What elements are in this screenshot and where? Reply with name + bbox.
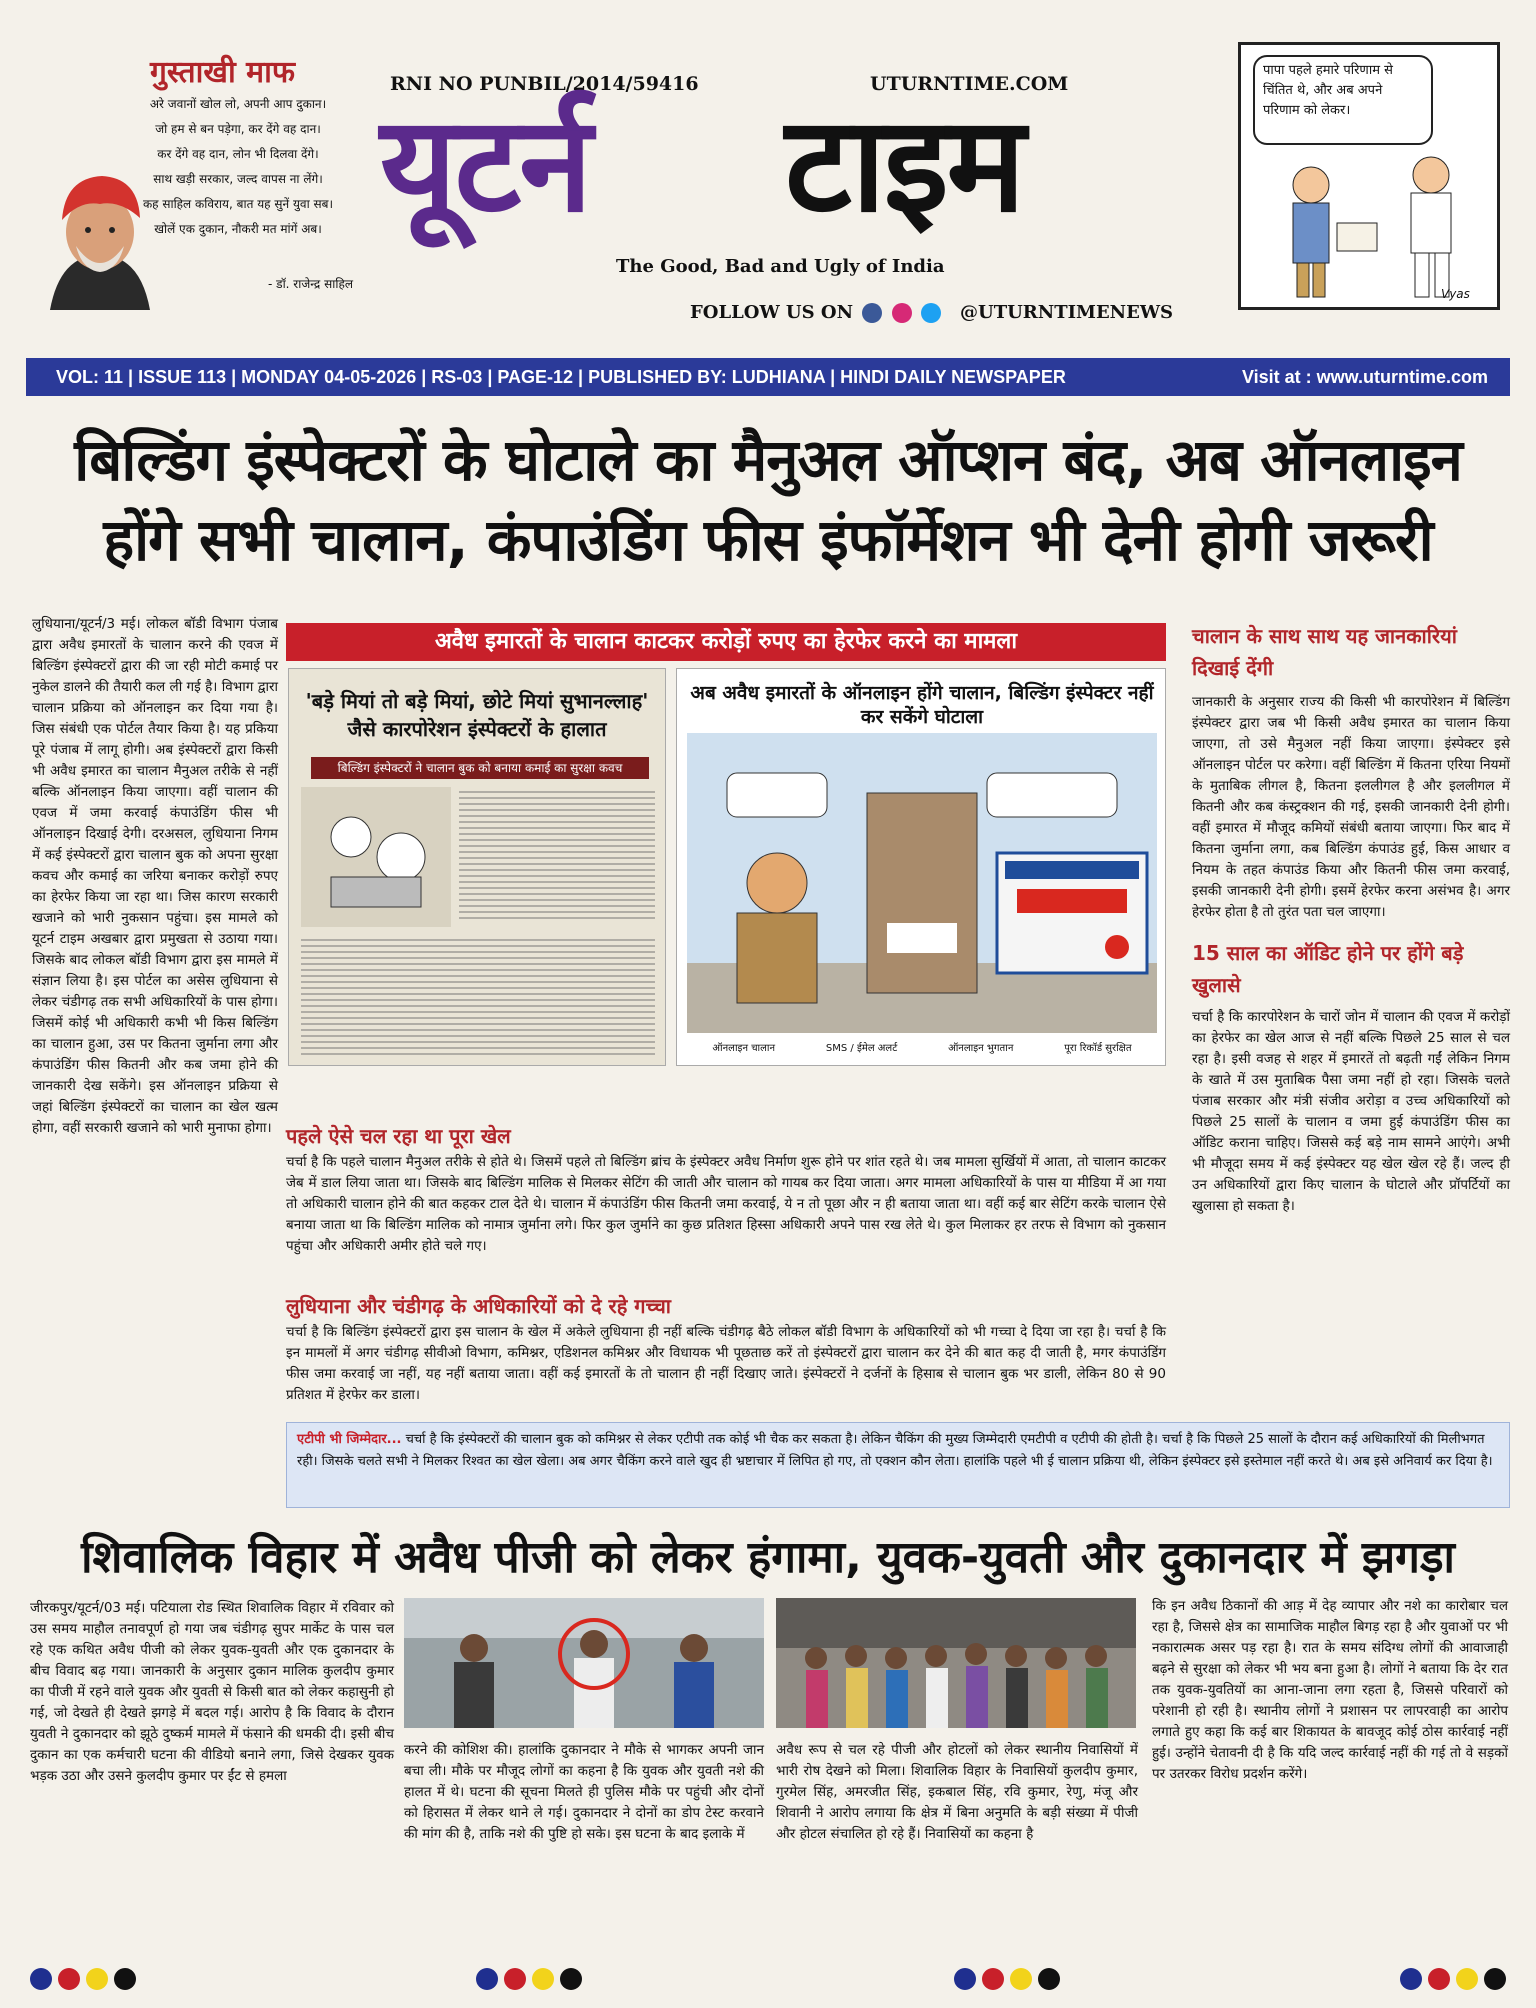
section-heading: चालान के साथ साथ यह जानकारियां दिखाई देंगी: [1192, 624, 1457, 680]
section-game: [286, 1120, 1166, 1257]
lead-banner: अवैध इमारतों के चालान काटकर करोड़ों रुपए का हेरफेर करने का मामला: [286, 623, 1166, 661]
cartoon-signature: Vyas: [1441, 287, 1470, 301]
poem-line: जो हम से बन पड़ेगा, कर देंगे वह दान।: [155, 122, 321, 136]
poem-line: अरे जवानों खोल लो, अपनी आप दुकान।: [149, 97, 327, 111]
section-body: जानकारी के अनुसार राज्य की किसी भी कारपोरेशन में बिल्डिंग इंस्पेक्टर द्वारा जब भी किसी अवैध इमारत का चालान किया जाएगा, तो उसे मैनुअल नहीं किया जाएगा। इंस्पेक्टर इसे ऑनलाइन पोर्टल पर करेगा। वहीं बिल्डिंग में कितना एरिया नियमों के मुताबिक लीगल है, कितना इललीगल है और इललीगल में कितनी और कब कंस्ट्रक्शन की गई, इसकी जानकारी देनी होगी। वहीं इमारत में मौजूद कमियों संबंधी बताया जाएगा। फिर बाद में कितना जुर्माना लगा, कब बिल्डिंग कंपाउंड हुई, किस आधार व नियम के तहत कंपाउंड किया और कितनी फीस जमा करवाई, इसकी जानकारी देनी होगी। इसमें हेरफेर करना असंभव है। अगर हेरफेर होता है तो तुरंत पता चल जाएगा।: [1192, 694, 1510, 920]
clipping-subtitle: बिल्डिंग इंस्पेक्टरों ने चालान बुक को बनाया कमाई का सुरक्षा कवच: [311, 757, 649, 779]
clipping-panel: [288, 668, 666, 1066]
registration-dots: [954, 1968, 1066, 1994]
section-body: चर्चा है कि बिल्डिंग इंस्पेक्टरों द्वारा इस चालान के खेल में अकेले लुधियाना ही नहीं बल्कि चंडीगढ़ बैठे लोकल बॉडी विभाग के अधिकारियों को भी गच्चा दे दिया जा रहा है। चर्चा है कि इन मामलों में अगर चंडीगढ़ सीवीओ विभाग, कमिश्नर, एडिशनल कमिश्नर और विधायक भी पूछताछ करें तो इंस्पेक्टरों द्वारा चालान कर देने की बात कह दी जाती है, मगर कंपाउंडिंग फीस जमा करवाई जा नहीं, यह नहीं बताया जाता। वहीं कई इमारतों के तो चालान ही नहीं दिखाए जाते। इंस्पेक्टरों ने दर्जनों के हिसाब से चालान बुक भर डाली, लेकिन 80 से 90 प्रतिशत में हेरफेर कर डाला।: [286, 1324, 1166, 1403]
section-officials: [286, 1290, 1166, 1406]
twitter-icon[interactable]: [921, 303, 941, 323]
poem-line: साथ खड़ी सरकार, जल्द वापस ना लेंगे।: [153, 172, 323, 186]
infographic-legend: [687, 1037, 1157, 1061]
registration-marks: [0, 1968, 1536, 1998]
lead-left-column: लुधियाना/यूटर्न/3 मई। लोकल बॉडी विभाग पंजाब द्वारा अवैध इमारतों के चालान करने की एवज में बिल्डिंग इंस्पेक्टरों द्वारा की जा रही मोटी कमाई पर नुकेल डालने की तैयारी कल ली गई है। विभाग द्वारा चालान प्रक्रिया को ऑनलाइन कर दिया गया है। जिस संबंधी एक पोर्टल तैयार किया है। यह प्रकिया पूरे पंजाब में लागू होगी। अब इंस्पेक्टरों द्वारा किसी भी अवैध इमारत का चालान मैनुअल तरीके से नहीं बल्कि ऑनलाइन किया जाएगा। वहीं चालान की एवज में जमा करवाई कंपाउंडिंग फीस भी ऑनलाइन दिखाई देगी। दरअसल, लुधियाना निगम में कई इंस्पेक्टरों द्वारा चालान बुक को अपना सुरक्षा कवच और कमाई का जरिया बनाकर करोड़ों रुपए का हेरफेर किया जा रहा था। जिस कारण सरकारी खजाने को भारी नुकसान पहुंचा। इस मामले को यूटर्न टाइम अखबार द्वारा प्रमुखता से उठाया गया। जिसके बाद लोकल बॉडी विभाग द्वारा इस मामले में संज्ञान लिया है। इस पोर्टल का असेस लुधियाना से लेकर चंडीगढ़ तक सभी अधिकारियों के पास होगा। जिसमें कोई भी अधिकारी कभी भी किस बिल्डिंग का चालान हुआ, उस पर कितना जुर्माना लगा और कंपाउंडिंग फीस कितनी और कब जमा होने की जानकारी देख सकेंगे। इस ऑनलाइन प्रक्रिया से जहां बिल्डिंग इंस्पेक्टरों का चालान का खेल खत्म होगा, वहीं सरकारी खजाने को भारी मुनाफा होगा।: [32, 616, 278, 1136]
legend-item: ऑनलाइन भुगतान: [948, 1043, 1014, 1054]
logo-word-2: टाइम: [785, 88, 1024, 242]
registration-dots: [30, 1968, 142, 1994]
infographic-illustration: [687, 733, 1157, 1033]
group-photo: [776, 1598, 1136, 1728]
strip-text: चर्चा है कि इंस्पेक्टरों की चालान बुक को कमिश्नर से लेकर एटीपी तक कोई भी चैक कर सकता है। लेकिन चैकिंग की मुख्य जिम्मेदारी एमटीपी व एटीपी की होती है। चर्चा है कि पिछले 25 सालों के दौरान कई अधिकारियों की मिलीभगत रही। जिसके चलते सभी ने मिलकर रिश्वत का खेल खेला। अब अगर चैकिंग करने वाले खुद ही भ्रष्टाचार में लिपित हो गए, तो एक्शन कौन लेता। हालांकि पहले भी ई चालान प्रक्रिया थी, लेकिन इंस्पेक्टर इसे इस्तेमाल नहीं करते थे। अब इसे अनिवार्य कर दिया है।: [297, 1432, 1493, 1469]
legend-item: SMS / ईमेल अलर्ट: [825, 1043, 898, 1054]
cartoon-drawing: [1241, 145, 1497, 305]
column-title: गुस्ताखी माफ: [150, 55, 296, 90]
second-story-column: कि इन अवैध ठिकानों की आड़ में देह व्यापार और नशे का कारोबार चल रहा है, जिससे क्षेत्र का सामाजिक माहौल बिगड़ रहा है और युवाओं पर भी नकारात्मक असर पड़ रहा है। रात के समय संदिग्ध लोगों की आवाजाही बढ़ने से सुरक्षा को लेकर भी भय बना हुआ है। लोगों ने बताया कि देर रात तक युवक-युवतियों का आना-जाना लगा रहता है, जिससे परिवारों को परेशानी हो रही है। स्थानीय लोगों ने प्रशासन पर लापरवाही का आरोप लगाते हुए कहा कि कई बार शिकायत के बावजूद कोई ठोस कार्रवाई नहीं हुई। उन्होंने चेतावनी दी है कि यदि जल्द कार्रवाई नहीं की गई तो वे सड़कों पर उतरकर विरोध प्रदर्शन करेंगे।: [1152, 1598, 1508, 1782]
poem-line: कर देंगे वह दान, लोन भी दिलवा देंगे।: [157, 147, 319, 161]
clipping-text: [459, 791, 655, 921]
second-story-column: [404, 1598, 764, 1845]
section-heading: पहले ऐसे चल रहा था पूरा खेल: [286, 1124, 511, 1148]
masthead: [0, 0, 1536, 365]
section-body: चर्चा है कि पहले चालान मैनुअल तरीके से होते थे। जिसमें पहले तो बिल्डिंग ब्रांच के इंस्पेक्टर अवैध निर्माण शुरू होने पर शांत रहते थे। जब मामला सुर्खियों में आता, तो चालान काटकर जेब में डाल लिया जाता था। जिसके बाद बिल्डिंग मालिक से मिलकर सेटिंग की जाती और चालान को गायब कर दिया जाता। अगर मामला अधिकारियों के पास या मीडिया में आ गया तो अधिकारी चालान होने की बात कहकर टाल देते थे। चालान में कंपाउंडिंग फीस कितनी जमा करवाई, ये न तो पूछा और न ही बताया जाता था। वहीं कई बार सेटिंग करके चालान ऐसे बनाया जाता था कि बिल्डिंग मालिक को नामात्र जुर्माना लगे। फिर कुल जुर्माने का कुछ प्रतिशत हिस्सा अधिकारी अपने पास रख लेते थे। कुल मिलाकर हर तरफ से विभाग को नुकसान पहुंचा और अधिकारी अमीर होते चले गए।: [286, 1154, 1166, 1254]
infographic-panel: [676, 668, 1166, 1066]
visit-link[interactable]: Visit at : www.uturntime.com: [1241, 367, 1488, 387]
follow-label: FOLLOW US ON: [690, 302, 854, 323]
poem-line: कह साहिल कविराय, बात यह सुनें युवा सब।: [142, 197, 334, 211]
cartoon: [1238, 42, 1500, 310]
registration-dots: [1400, 1968, 1512, 1994]
facebook-icon[interactable]: [862, 303, 882, 323]
follow-row: [690, 302, 941, 323]
legend-item: पूरा रिकॉर्ड सुरक्षित: [1064, 1043, 1132, 1054]
legend-item: ऑनलाइन चालान: [712, 1043, 776, 1054]
site-url[interactable]: UTURNTIME.COM: [870, 73, 1069, 95]
rni-number: RNI NO PUNBIL/2014/59416: [390, 73, 699, 95]
section-heading: 15 साल का ऑडिट होने पर होंगे बड़े खुलासे: [1192, 941, 1464, 997]
second-story-column: [776, 1598, 1138, 1845]
issue-info-bar: [26, 358, 1510, 396]
second-story-column: जीरकपुर/यूटर्न/03 मई। पटियाला रोड स्थित शिवालिक विहार में रविवार को उस समय माहौल तनावपूर्ण हो गया जब चंडीगढ़ सुपर मार्केट के पास चल रहे एक कथित अवैध पीजी को लेकर युवक-युवती और एक दुकानदार के बीच विवाद बढ़ गया। जानकारी के अनुसार दुकान मालिक कुलदीप कुमार का पीजी में रहने वाले युवक और युवती से किसी बात को लेकर कहासुनी हो गई, जो देखते ही देखते झगड़े में बदल गई। आरोप है कि विवाद के दौरान युवती ने दुकानदार को झूठे दुष्कर्म मामले में फंसाने की धमकी दी। इसी बीच दुकान का एक कर्मचारी घटना की वीडियो बनाने लगा, जिसे देखकर युवक भड़क उठा और उसने कुलदीप कुमार पर ईंट से हमला: [30, 1600, 394, 1784]
poem-line: खोलें एक दुकान, नौकरी मत मांगें अब।: [154, 222, 322, 236]
cartoon-speech-bubble: पापा पहले हमारे परिणाम से चिंतित थे, और अब अपने परिणाम को लेकर।: [1253, 55, 1433, 145]
clipping-title: 'बड़े मियां तो बड़े मियां, छोटे मियां सुभानल्लाह' जैसे कारपोरेशन इंस्पेक्टरों के हालात: [305, 689, 649, 741]
logo-word-1: यूटर्न: [380, 88, 591, 242]
instagram-icon[interactable]: [892, 303, 912, 323]
strip-label: एटीपी भी जिम्मेदार...: [297, 1432, 402, 1447]
clipping-cartoon: [301, 787, 451, 927]
section-body: चर्चा है कि कारपोरेशन के चारों जोन में चालान की एवज में करोड़ों का हेरफेर का खेल आज से नहीं बल्कि पिछले 25 साल से चल रहा है। इसी वजह से शहर में इमारतें तो बढ़ती गईं लेकिन निगम के खाते में उस मुताबिक पैसा जमा नहीं हो रहा। जिसके चलते पंजाब सरकार और मंत्री संजीव अरोड़ा व उच्च अधिकारियों को पिछले 25 सालों के चालान व जमा हुई कंपाउंडिंग फीस का ऑडिट कराना चाहिए। जिससे कई बड़े नाम सामने आएंगे। अभी भी मौजूदा समय में कई इंस्पेक्टर यह खेल खेल रहे हैं। जल्द ही उन अधिकारियों द्वारा किए चालान के घोटाले और प्रॉपर्टियों का खुलासा हो सकता है।: [1192, 1009, 1510, 1214]
lead-right-column: [1192, 620, 1510, 1217]
atp-strip: [286, 1422, 1510, 1508]
news-photo: [404, 1598, 764, 1728]
second-story-text: अवैध रूप से चल रहे पीजी और होटलों को लेकर स्थानीय निवासियों में भारी रोष देखने को मिला। शिवालिक विहार के निवासियों कुलदीप कुमार, गुरमेल सिंह, अमरजीत सिंह, इकबाल सिंह, रवि कुमार, रेणु, मंजू और शिवानी ने आरोप लगाया कि क्षेत्र में बिना अनुमति के बड़ी संख्या में पीजी और होटल संचालित हो रहे हैं। निवासियों का कहना है: [776, 1742, 1138, 1842]
poet-photo: [40, 160, 160, 310]
poet-signature: - डॉ. राजेन्द्र साहिल: [268, 277, 353, 291]
second-story-text: करने की कोशिश की। हालांकि दुकानदार ने मौके से भागकर अपनी जान बचा ली। मौके पर मौजूद लोगों का कहना है कि युवक और युवती नशे की हालत में थे। घटना की सूचना मिलते ही पुलिस मौके पर पहुंची और दोनों को हिरासत में लेकर थाने ले गई। दुकानदार ने दोनों का डोप टेस्ट करवाने की मांग की है, ताकि नशे की पुष्टि हो सके। इस घटना के बाद इलाके में: [404, 1742, 764, 1842]
tagline: The Good, Bad and Ugly of India: [616, 256, 945, 277]
lead-headline: बिल्डिंग इंस्पेक्टरों के घोटाले का मैनुअल ऑप्शन बंद, अब ऑनलाइन होंगे सभी चालान, कंपाउंडिंग फीस इंफॉर्मेशन भी देनी होगी जरूरी: [74, 426, 1462, 574]
clipping-text: [301, 939, 655, 1055]
issue-info: VOL: 11 | ISSUE 113 | MONDAY 04-05-2026 | RS-03 | PAGE-12 | PUBLISHED BY: LUDHIANA | HINDI DAILY NEWSPAPER: [56, 367, 1066, 387]
second-headline: शिवालिक विहार में अवैध पीजी को लेकर हंगामा, युवक-युवती और दुकानदार में झगड़ा: [81, 1532, 1455, 1583]
infographic-title: अब अवैध इमारतों के ऑनलाइन होंगे चालान, बिल्डिंग इंस्पेक्टर नहीं कर सकेंगे घोटाला: [690, 682, 1154, 728]
registration-dots: [476, 1968, 588, 1994]
social-handle[interactable]: @UTURNTIMENEWS: [960, 302, 1174, 323]
section-heading: लुधियाना और चंडीगढ़ के अधिकारियों को दे रहे गच्चा: [286, 1294, 671, 1318]
